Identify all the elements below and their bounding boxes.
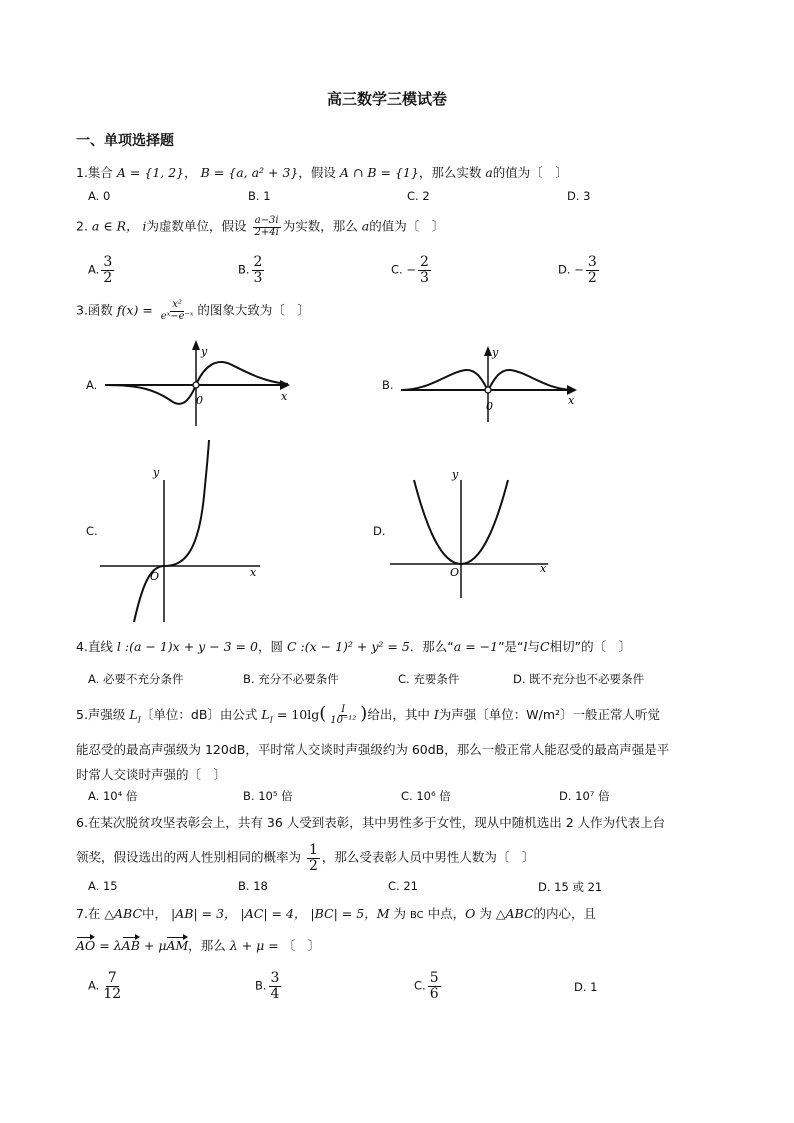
q3-graph-c <box>98 436 268 626</box>
q1-tail1: ，那么实数 <box>418 165 482 180</box>
q4-cond: a = −1 <box>453 639 499 654</box>
q1-sep: ， <box>184 165 197 180</box>
x-label: x <box>568 394 575 407</box>
q3-option-d-label: D. <box>373 524 386 538</box>
q7-option-b: B. $\frac{3}{4}$ <box>255 970 280 1002</box>
x-label: x <box>281 390 288 403</box>
y-label: y <box>452 468 459 481</box>
q4-option-a: A. 必要不充分条件 <box>88 672 184 686</box>
q1-option-a: A. 0 <box>88 189 111 203</box>
question-4: 4.直线 l :(a − 1)x + y − 3 = 0，圆 C :(x − 1)² + y² = 5．那么“a = −1”是“l与C相切”的〔 〕 <box>76 639 632 654</box>
q6-option-a: A. 15 <box>88 879 118 893</box>
q1-set-a: A = {1, 2} <box>116 165 185 180</box>
q4-option-b: B. 充分不必要条件 <box>243 672 339 686</box>
question-5-line-2: 能忍受的最高声强级为 120dB，平时常人交谈时声强级约为 60dB，那么一般正常人能忍受的最高声强是平 <box>76 742 670 757</box>
q4-option-c: C. 充要条件 <box>398 672 460 686</box>
origin-label: 0 <box>486 400 493 413</box>
q4-line-eq: l :(a − 1)x + y − 3 = 0 <box>116 639 258 654</box>
q1-number: 1.集合 <box>76 165 113 180</box>
q6-option-b: B. 18 <box>238 879 268 893</box>
hole <box>485 387 491 393</box>
q4-tail2: ”是“ <box>498 639 524 654</box>
q3-option-c-label: C. <box>86 524 98 538</box>
q4-tail1: ．那么“ <box>409 639 454 654</box>
q5-option-d: D. 10⁷ 倍 <box>559 789 610 803</box>
q2-option-a: A. $\frac{3}{2}$ <box>88 254 113 286</box>
q2-option-c: C. − $\frac{2}{3}$ <box>391 254 429 286</box>
q2-option-b: B. $\frac{2}{3}$ <box>238 254 263 286</box>
q2-mid: 为虚数单位，假设 <box>146 218 247 234</box>
q6-fraction: $\frac{1}{2}$ <box>309 842 318 874</box>
origin-label: O <box>450 566 460 579</box>
question-6-line-2: 领奖，假设选出的两人性别相同的概率为 $\frac{1}{2}$ ，那么受表彰人员中男性人数为〔 〕 <box>76 842 535 874</box>
q5-option-b: B. 10⁵ 倍 <box>243 789 293 803</box>
y-label: y <box>492 346 499 359</box>
q7-option-a: A. $\frac{7}{12}$ <box>88 970 122 1002</box>
q3-graph-a <box>100 338 300 428</box>
q2-tail1: 为实数，那么 <box>282 218 358 234</box>
y-label: y <box>201 345 208 358</box>
question-7-line-1: 7.在 △ABC中， |AB| = 3， |AC| = 4， |BC| = 5，M 为 BC 中点，O 为 △ABC的内心，且 <box>76 906 597 921</box>
q2-option-d: D. − $\frac{3}{2}$ <box>558 254 597 286</box>
y-axis-arrow <box>484 346 492 356</box>
page-title: 高三数学三模试卷 <box>327 90 448 108</box>
q2-tail2: 的值为〔 〕 <box>369 218 445 234</box>
q1-condition: A ∩ B = {1} <box>339 165 419 180</box>
q3-tail: 的图象大致为〔 〕 <box>197 302 310 318</box>
q2-var: a <box>361 218 370 234</box>
question-6-line-1: 6.在某次脱贫攻坚表彰会上，共有 36 人受到表彰，其中男性多于女性，现从中随机选出 2 人作为代表上台 <box>76 815 666 830</box>
q1-tail2: 的值为〔 〕 <box>492 165 568 180</box>
q3-number: 3.函数 <box>76 302 113 318</box>
q7-option-c: C. $\frac{5}{6}$ <box>414 970 439 1002</box>
q1-option-b: B. 1 <box>248 189 271 203</box>
q3-graph-b <box>396 344 586 424</box>
q3-option-a-label: A. <box>86 378 98 392</box>
origin-label: O <box>150 570 160 583</box>
q4-mid: ，圆 <box>257 639 283 654</box>
q5-option-c: C. 10⁶ 倍 <box>401 789 451 803</box>
q1-var: a <box>485 165 493 180</box>
question-3 <box>76 300 310 322</box>
q7-option-d: D. 1 <box>574 980 598 994</box>
q3-fraction: $\frac{\text{x²}}{\text{eˣ−e⁻ˣ}}$ <box>160 299 194 322</box>
x-label: x <box>540 562 547 575</box>
q6-option-d: D. 15 或 21 <box>538 880 603 894</box>
q6-option-c: C. 21 <box>388 879 418 893</box>
q4-tail3: 相切”的〔 〕 <box>549 639 632 654</box>
question-5-line-1: 5.声强级 $L_I$〔单位：dB〕由公式 $L_I = 10\lg$( $\frac{I}{\text{10⁻¹²}}$ )给出，其中 I为声强〔单位：W/m²〕一般正常人听觉 <box>76 703 661 726</box>
q1-option-d: D. 3 <box>567 189 591 203</box>
q2-condition: a ∈ R， <box>91 218 139 234</box>
y-label: y <box>153 466 160 479</box>
q2-number: 2. <box>76 218 88 234</box>
question-2 <box>76 216 444 238</box>
q3-func: f(x) = <box>116 302 153 318</box>
curve <box>134 440 209 622</box>
y-axis-arrow <box>192 340 200 350</box>
q1-mid: ，假设 <box>298 165 336 180</box>
q3-graph-d <box>386 466 556 601</box>
q2-var-i: i <box>142 218 147 234</box>
q4-circle-eq: C :(x − 1)² + y² = 5 <box>286 639 410 654</box>
q5-formula: = 10lg <box>276 707 320 722</box>
q4-number: 4.直线 <box>76 639 113 654</box>
question-5-line-3: 时常人交谈时声强的〔 〕 <box>76 767 227 782</box>
x-label: x <box>250 566 257 579</box>
question-7-line-2: AO = λAB + μAM，那么 λ + μ = 〔 〕 <box>76 938 321 953</box>
origin-label: 0 <box>196 394 203 407</box>
q1-option-c: C. 2 <box>407 189 430 203</box>
hole <box>193 382 199 388</box>
q4-option-d: D. 既不充分也不必要条件 <box>513 672 645 686</box>
q3-option-b-label: B. <box>382 378 394 392</box>
section-title: 一、单项选择题 <box>76 133 174 149</box>
x-axis-arrow <box>280 380 290 390</box>
q2-fraction: $\frac{a-3i}{2+4i}$ <box>254 215 279 238</box>
q5-option-a: A. 10⁴ 倍 <box>88 789 138 803</box>
q1-set-b: B = {a, a² + 3} <box>200 165 299 180</box>
question-1 <box>76 163 568 181</box>
